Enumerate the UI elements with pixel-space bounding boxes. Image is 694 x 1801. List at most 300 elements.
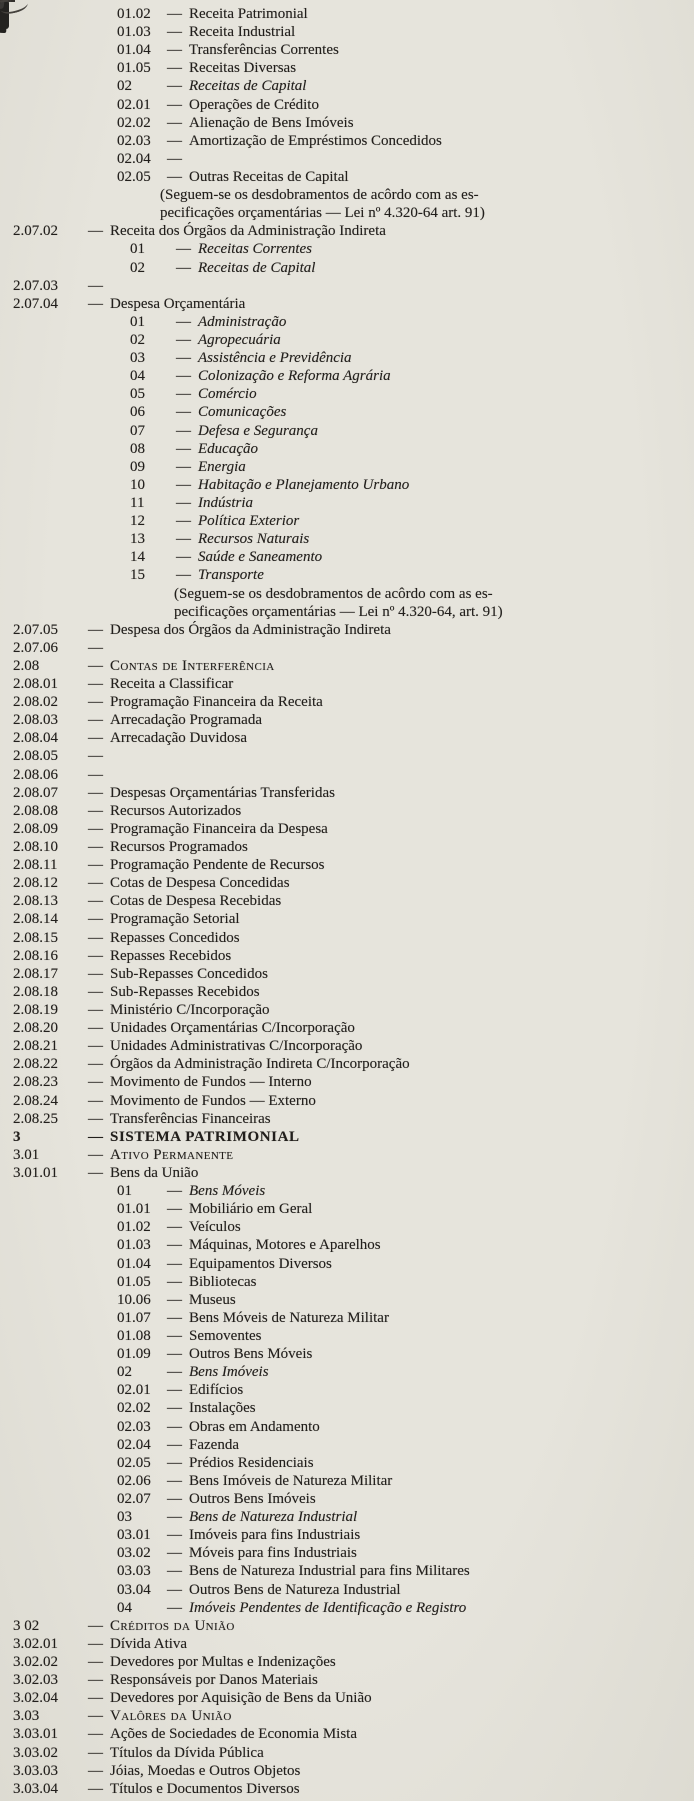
account-code: 01.05 xyxy=(117,60,151,77)
account-title: Arrecadação Programada xyxy=(110,712,262,729)
dash-separator: — xyxy=(167,1418,182,1435)
account-code: 2.08.06 xyxy=(13,766,58,783)
account-line xyxy=(0,820,694,838)
account-title: Repasses Concedidos xyxy=(110,929,240,946)
account-line xyxy=(0,349,694,367)
dash-separator: — xyxy=(176,404,191,421)
account-code: 2.08.23 xyxy=(13,1074,58,1091)
account-title: Bens de Natureza Industrial para fins Militares xyxy=(189,1563,470,1580)
dash-separator: — xyxy=(167,60,182,77)
account-title: Programação Financeira da Receita xyxy=(110,694,323,711)
account-code: 01.04 xyxy=(117,42,151,59)
account-line xyxy=(0,1309,694,1327)
dash-separator: — xyxy=(167,1436,182,1453)
account-code: 3.02.03 xyxy=(13,1672,58,1689)
dash-separator: — xyxy=(167,1183,182,1200)
account-code: 3.02.02 xyxy=(13,1653,58,1670)
dash-separator: — xyxy=(167,1237,182,1254)
account-title: Receita dos Órgãos da Administração Indireta xyxy=(110,223,386,240)
account-title: Máquinas, Motores e Aparelhos xyxy=(189,1237,381,1254)
account-list xyxy=(0,5,694,1798)
account-code: 2.08.14 xyxy=(13,911,58,928)
account-title: Devedores por Multas e Indenizações xyxy=(110,1653,336,1670)
account-code: 02 xyxy=(117,1364,132,1381)
account-code: 2.08.16 xyxy=(13,947,58,964)
account-line xyxy=(0,802,694,820)
account-title: Saúde e Saneamento xyxy=(198,549,323,566)
account-line xyxy=(0,983,694,1001)
account-title: Unidades Administrativas C/Incorporação xyxy=(110,1038,363,1055)
dash-separator: — xyxy=(167,1309,182,1326)
account-line xyxy=(0,693,694,711)
account-line xyxy=(0,313,694,331)
account-line xyxy=(0,856,694,874)
dash-separator: — xyxy=(167,78,182,95)
dash-separator: — xyxy=(167,1201,182,1218)
account-line xyxy=(0,548,694,566)
account-code: 03.03 xyxy=(117,1563,151,1580)
account-code: 3.02.01 xyxy=(13,1635,58,1652)
account-line xyxy=(0,277,694,295)
account-line xyxy=(0,1128,694,1146)
account-code: 01.05 xyxy=(117,1273,151,1290)
account-line xyxy=(0,1653,694,1671)
dash-separator: — xyxy=(88,223,103,240)
dash-separator: — xyxy=(167,24,182,41)
dash-separator: — xyxy=(88,947,103,964)
account-line xyxy=(0,929,694,947)
account-title: Bens Móveis de Natureza Militar xyxy=(189,1309,389,1326)
dash-separator: — xyxy=(167,1273,182,1290)
account-title: Bens Imóveis de Natureza Militar xyxy=(189,1472,393,1489)
account-code: 2.08.01 xyxy=(13,676,58,693)
account-code: 02.06 xyxy=(117,1472,151,1489)
account-line xyxy=(0,621,694,639)
account-line xyxy=(0,1200,694,1218)
dash-separator: — xyxy=(88,911,103,928)
account-title: Responsáveis por Danos Materiais xyxy=(110,1672,318,1689)
dash-separator: — xyxy=(167,150,182,167)
dash-separator: — xyxy=(88,893,103,910)
dash-separator: — xyxy=(176,476,191,493)
account-title: Amortização de Empréstimos Concedidos xyxy=(189,132,442,149)
dash-separator: — xyxy=(176,440,191,457)
dash-separator: — xyxy=(88,1020,103,1037)
account-code: 01 xyxy=(117,1183,132,1200)
account-line xyxy=(0,1019,694,1037)
account-line xyxy=(0,947,694,965)
dash-separator: — xyxy=(88,1038,103,1055)
dash-separator: — xyxy=(88,1092,103,1109)
account-code: 01.02 xyxy=(117,6,151,22)
account-title: Ministério C/Incorporação xyxy=(110,1002,270,1019)
account-title: Programação Financeira da Despesa xyxy=(110,820,328,837)
account-line xyxy=(0,729,694,747)
dash-separator: — xyxy=(88,694,103,711)
dash-separator: — xyxy=(88,730,103,747)
dash-separator: — xyxy=(88,1744,103,1761)
account-line xyxy=(0,1744,694,1762)
account-title: Transporte xyxy=(198,567,264,584)
account-line xyxy=(0,603,694,621)
dash-separator: — xyxy=(167,1527,182,1544)
account-line xyxy=(0,639,694,657)
account-code: 2.08.02 xyxy=(13,694,58,711)
dash-separator: — xyxy=(88,1128,103,1145)
account-code: 3.01.01 xyxy=(13,1165,58,1181)
account-title: Recursos Programados xyxy=(110,839,248,856)
dash-separator: — xyxy=(176,422,191,439)
dash-separator: — xyxy=(176,259,191,276)
account-title: Equipamentos Diversos xyxy=(189,1255,332,1272)
account-title: Sub-Repasses Recebidos xyxy=(110,983,260,1000)
account-title: SISTEMA PATRIMONIAL xyxy=(110,1128,300,1145)
account-title: Recursos Naturais xyxy=(198,531,310,548)
account-code: 2.08 xyxy=(13,657,40,674)
account-line xyxy=(0,1255,694,1273)
account-title: Jóias, Moedas e Outros Objetos xyxy=(110,1762,301,1779)
dash-separator: — xyxy=(88,748,103,765)
account-line xyxy=(0,96,694,114)
account-line xyxy=(0,657,694,675)
account-line xyxy=(0,874,694,892)
account-code: 3.02.04 xyxy=(13,1690,58,1707)
account-title: Receitas Correntes xyxy=(198,241,313,258)
account-line xyxy=(0,711,694,729)
dash-separator: — xyxy=(167,1364,182,1381)
account-line xyxy=(0,1055,694,1073)
dash-separator: — xyxy=(167,1255,182,1272)
dash-separator: — xyxy=(167,1400,182,1417)
account-line xyxy=(0,1581,694,1599)
account-line xyxy=(0,1001,694,1019)
account-title: Unidades Orçamentárias C/Incorporação xyxy=(110,1020,355,1037)
account-code: 2.08.21 xyxy=(13,1038,58,1055)
dash-separator: — xyxy=(88,1617,103,1634)
account-code: 2.08.13 xyxy=(13,893,58,910)
dash-separator: — xyxy=(176,458,191,475)
account-code: 07 xyxy=(130,422,145,439)
account-code: 02.02 xyxy=(117,1400,151,1417)
account-line xyxy=(0,1327,694,1345)
account-title: pecificações orçamentárias — Lei nº 4.320-64, art. 91) xyxy=(174,603,503,620)
account-title: Despesa dos Órgãos da Administração Indireta xyxy=(110,621,391,638)
dash-separator: — xyxy=(167,42,182,59)
account-title: Administração xyxy=(198,313,287,330)
account-code: 3.03.03 xyxy=(13,1762,58,1779)
account-line xyxy=(0,204,694,222)
account-title: Movimento de Fundos — Interno xyxy=(110,1074,312,1091)
account-line xyxy=(0,476,694,494)
account-title: Órgãos da Administração Indireta C/Incorporação xyxy=(110,1056,410,1073)
account-title: Ativo Permanente xyxy=(110,1146,234,1163)
dash-separator: — xyxy=(167,6,182,22)
account-title: Bibliotecas xyxy=(189,1273,257,1290)
account-title: (Seguem-se os desdobramentos de acôrdo com as es- xyxy=(160,187,479,204)
account-line xyxy=(0,1762,694,1780)
account-title: Títulos e Documentos Diversos xyxy=(110,1780,300,1797)
account-title: Agropecuária xyxy=(198,331,281,348)
account-title: Títulos da Dívida Pública xyxy=(110,1744,264,1761)
account-title: Móveis para fins Industriais xyxy=(189,1545,357,1562)
account-line xyxy=(0,422,694,440)
account-code: 01.07 xyxy=(117,1309,151,1326)
account-line xyxy=(0,1399,694,1417)
account-line xyxy=(0,1291,694,1309)
account-title: Receitas de Capital xyxy=(198,259,316,276)
account-code: 02.05 xyxy=(117,168,151,185)
dash-separator: — xyxy=(88,965,103,982)
account-line xyxy=(0,1236,694,1254)
account-code: 13 xyxy=(130,531,145,548)
account-code: 2.07.03 xyxy=(13,277,58,294)
dash-separator: — xyxy=(88,929,103,946)
account-line xyxy=(0,784,694,802)
account-title: Despesa Orçamentária xyxy=(110,295,246,312)
account-code: 2.07.04 xyxy=(13,295,58,312)
account-line xyxy=(0,1544,694,1562)
dash-separator: — xyxy=(176,368,191,385)
account-code: 01.04 xyxy=(117,1255,151,1272)
account-code: 2.08.17 xyxy=(13,965,58,982)
account-code: 05 xyxy=(130,386,145,403)
dash-separator: — xyxy=(88,277,103,294)
account-title: Outras Receitas de Capital xyxy=(189,168,349,185)
account-title: Comunicações xyxy=(198,404,287,421)
account-title: Assistência e Previdência xyxy=(198,350,352,367)
account-code: 15 xyxy=(130,567,145,584)
account-code: 04 xyxy=(130,368,145,385)
account-code: 2.07.05 xyxy=(13,621,58,638)
account-title: Bens de Natureza Industrial xyxy=(189,1509,358,1526)
account-code: 2.08.25 xyxy=(13,1110,58,1127)
account-code: 3.03.01 xyxy=(13,1726,58,1743)
account-code: 11 xyxy=(130,494,145,511)
account-code: 2.08.03 xyxy=(13,712,58,729)
account-title: Repasses Recebidos xyxy=(110,947,232,964)
account-title: Prédios Residenciais xyxy=(189,1454,314,1471)
account-line xyxy=(0,1599,694,1617)
dash-separator: — xyxy=(167,1599,182,1616)
account-code: 02 xyxy=(130,259,145,276)
dash-separator: — xyxy=(167,1472,182,1489)
account-line xyxy=(0,1418,694,1436)
account-line xyxy=(0,1164,694,1182)
dash-separator: — xyxy=(176,241,191,258)
account-title: Receita a Classificar xyxy=(110,676,234,693)
account-code: 3.03.04 xyxy=(13,1780,58,1797)
account-line xyxy=(0,1635,694,1653)
dash-separator: — xyxy=(88,839,103,856)
account-code: 2.08.20 xyxy=(13,1020,58,1037)
dash-separator: — xyxy=(88,983,103,1000)
account-code: 02.03 xyxy=(117,1418,151,1435)
dash-separator: — xyxy=(167,1509,182,1526)
dash-separator: — xyxy=(88,1690,103,1707)
account-line xyxy=(0,566,694,584)
account-title: Programação Setorial xyxy=(110,911,240,928)
account-code: 02.04 xyxy=(117,150,151,167)
account-title: Museus xyxy=(189,1291,236,1308)
account-title: Programação Pendente de Recursos xyxy=(110,857,325,874)
account-title: Despesas Orçamentárias Transferidas xyxy=(110,784,335,801)
dash-separator: — xyxy=(88,1056,103,1073)
dash-separator: — xyxy=(88,1672,103,1689)
account-title: Indústria xyxy=(198,494,254,511)
dash-separator: — xyxy=(88,1165,103,1181)
account-title: Transferências Financeiras xyxy=(110,1110,271,1127)
account-line xyxy=(0,1454,694,1472)
account-line xyxy=(0,1725,694,1743)
account-title: Política Exterior xyxy=(198,513,300,530)
account-title: Comércio xyxy=(198,386,257,403)
dash-separator: — xyxy=(88,657,103,674)
account-code: 01 xyxy=(130,313,145,330)
account-title: Receita Patrimonial xyxy=(189,6,308,22)
account-line xyxy=(0,1436,694,1454)
account-line xyxy=(0,222,694,240)
dash-separator: — xyxy=(176,313,191,330)
account-code: 2.08.08 xyxy=(13,802,58,819)
account-title: Transferências Correntes xyxy=(189,42,339,59)
account-code: 2.07.06 xyxy=(13,639,58,656)
dash-separator: — xyxy=(88,820,103,837)
dash-separator: — xyxy=(176,513,191,530)
dash-separator: — xyxy=(167,1219,182,1236)
account-title: Educação xyxy=(198,440,258,457)
account-title: Movimento de Fundos — Externo xyxy=(110,1092,316,1109)
account-line xyxy=(0,367,694,385)
account-title: Arrecadação Duvidosa xyxy=(110,730,248,747)
account-title: Imóveis para fins Industriais xyxy=(189,1527,361,1544)
account-title: Fazenda xyxy=(189,1436,239,1453)
dash-separator: — xyxy=(88,784,103,801)
dash-separator: — xyxy=(167,1581,182,1598)
account-title: Dívida Ativa xyxy=(110,1635,188,1652)
dash-separator: — xyxy=(88,1002,103,1019)
dash-separator: — xyxy=(167,1327,182,1344)
account-title: Imóveis Pendentes de Identificação e Registro xyxy=(189,1599,467,1616)
account-line xyxy=(0,385,694,403)
account-code: 04 xyxy=(117,1599,132,1616)
account-title: Receitas de Capital xyxy=(189,78,307,95)
account-line xyxy=(0,965,694,983)
account-line xyxy=(0,440,694,458)
dash-separator: — xyxy=(88,1074,103,1091)
account-title: Contas de Interferência xyxy=(110,657,275,674)
account-line xyxy=(0,1363,694,1381)
account-title: Defesa e Segurança xyxy=(198,422,318,439)
account-line xyxy=(0,1689,694,1707)
account-title: Edifícios xyxy=(189,1382,244,1399)
account-line xyxy=(0,1182,694,1200)
account-title: Bens da União xyxy=(110,1165,199,1181)
account-line xyxy=(0,240,694,258)
dash-separator: — xyxy=(88,1708,103,1725)
account-title: Alienação de Bens Imóveis xyxy=(189,114,354,131)
account-line xyxy=(0,766,694,784)
account-line xyxy=(0,1562,694,1580)
account-title: Mobiliário em Geral xyxy=(189,1201,313,1218)
dash-separator: — xyxy=(176,386,191,403)
dash-separator: — xyxy=(88,639,103,656)
account-code: 2.08.04 xyxy=(13,730,58,747)
account-code: 01.09 xyxy=(117,1346,151,1363)
account-line xyxy=(0,132,694,150)
account-line xyxy=(0,1617,694,1635)
dash-separator: — xyxy=(167,114,182,131)
account-title: Devedores por Aquisição de Bens da União xyxy=(110,1690,372,1707)
account-line xyxy=(0,1671,694,1689)
account-code: 12 xyxy=(130,513,145,530)
account-line xyxy=(0,77,694,95)
account-code: 2.08.10 xyxy=(13,839,58,856)
account-line xyxy=(0,910,694,928)
account-code: 01.02 xyxy=(117,1219,151,1236)
dash-separator: — xyxy=(88,295,103,312)
account-code: 3.03 xyxy=(13,1708,40,1725)
account-code: 3.01 xyxy=(13,1146,40,1163)
account-code: 03.04 xyxy=(117,1581,151,1598)
dash-separator: — xyxy=(88,802,103,819)
account-line xyxy=(0,458,694,476)
account-title: Outros Bens Móveis xyxy=(189,1346,313,1363)
account-line xyxy=(0,512,694,530)
dash-separator: — xyxy=(167,168,182,185)
account-line xyxy=(0,892,694,910)
account-line xyxy=(0,114,694,132)
account-code: 02.02 xyxy=(117,114,151,131)
dash-separator: — xyxy=(88,1762,103,1779)
account-title: Veículos xyxy=(189,1219,241,1236)
dash-separator: — xyxy=(167,1291,182,1308)
account-line xyxy=(0,675,694,693)
account-line xyxy=(0,747,694,765)
dash-separator: — xyxy=(167,1563,182,1580)
account-title: Bens Imóveis xyxy=(189,1364,269,1381)
dash-separator: — xyxy=(176,331,191,348)
account-line xyxy=(0,5,694,23)
account-code: 02.04 xyxy=(117,1436,151,1453)
dash-separator: — xyxy=(167,132,182,149)
account-code: 06 xyxy=(130,404,145,421)
account-line xyxy=(0,585,694,603)
account-code: 02.01 xyxy=(117,96,151,113)
account-code: 03.02 xyxy=(117,1545,151,1562)
account-code: 02 xyxy=(117,78,132,95)
dash-separator: — xyxy=(176,531,191,548)
account-line xyxy=(0,1345,694,1363)
account-code: 02.05 xyxy=(117,1454,151,1471)
account-line xyxy=(0,23,694,41)
account-line xyxy=(0,41,694,59)
account-code: 2.08.22 xyxy=(13,1056,58,1073)
account-line xyxy=(0,1037,694,1055)
account-code: 14 xyxy=(130,549,145,566)
account-code: 01.08 xyxy=(117,1327,151,1344)
account-code: 3.03.02 xyxy=(13,1744,58,1761)
dash-separator: — xyxy=(88,1780,103,1797)
account-line xyxy=(0,1273,694,1291)
dash-separator: — xyxy=(167,1346,182,1363)
account-code: 03 xyxy=(117,1509,132,1526)
account-line xyxy=(0,186,694,204)
dash-separator: — xyxy=(88,676,103,693)
account-code: 2.07.02 xyxy=(13,223,58,240)
account-code: 03 xyxy=(130,350,145,367)
dash-separator: — xyxy=(88,621,103,638)
account-title: Colonização e Reforma Agrária xyxy=(198,368,391,385)
